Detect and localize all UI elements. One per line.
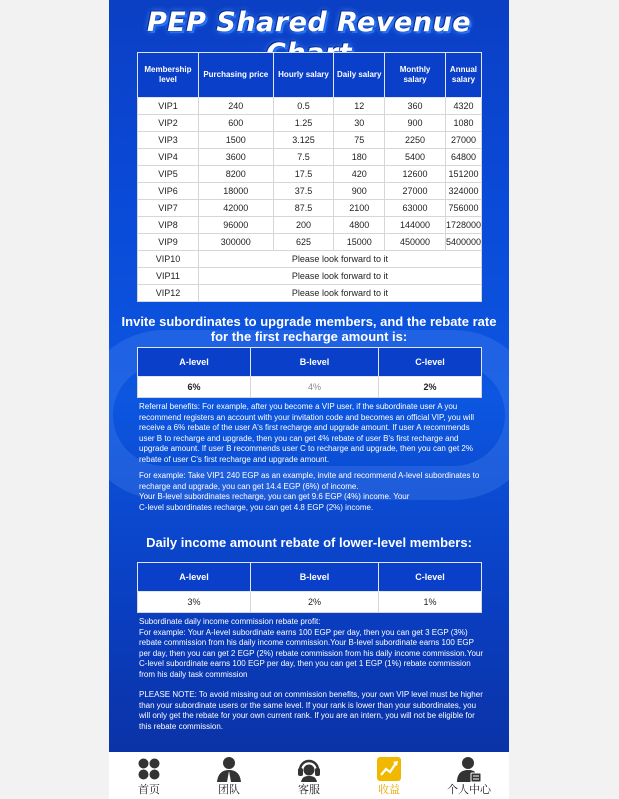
nav-team-label: 团队: [218, 784, 240, 796]
table-cell: 63000: [385, 200, 446, 217]
table-cell: 300000: [198, 234, 273, 251]
table-cell: VIP2: [138, 115, 199, 132]
invite-rebate-table: [137, 347, 482, 398]
table-row: [138, 166, 482, 183]
table-cell: VIP1: [138, 98, 199, 115]
table-cell-level: VIP12: [138, 285, 199, 302]
invite-c-level-header: C-level: [379, 348, 482, 377]
nav-service-label: 客服: [298, 784, 320, 796]
table-row: [138, 183, 482, 200]
table-cell: 360: [385, 98, 446, 115]
please-note-text: PLEASE NOTE: To avoid missing out on commission benefits, your own VIP level must be higher than your subordinate users or the same level. If your rank is lower than your subordinates, you will only get the rebate for your own current rank. If you are an intern, you will not be eligible for this rebate commission.: [139, 690, 483, 731]
table-cell: 8200: [198, 166, 273, 183]
table-cell-level: VIP11: [138, 268, 199, 285]
example-line-3: C-level subordinates recharge, you can get 4.8 EGP (2%) income.: [139, 502, 374, 512]
nav-home[interactable]: [109, 752, 189, 799]
col-hourly-salary: Hourly salary: [273, 53, 334, 98]
table-cell: 64800: [445, 149, 481, 166]
table-cell-coming-soon: Please look forward to it: [198, 268, 481, 285]
table-cell: 2100: [334, 200, 385, 217]
invite-table-value-row: [138, 377, 482, 398]
bottom-nav: [109, 752, 509, 799]
table-cell: 75: [334, 132, 385, 149]
table-cell: 900: [385, 115, 446, 132]
table-cell: 30: [334, 115, 385, 132]
example-line-1: For example: Take VIP1 240 EGP as an example, invite and recommend A-level subordinates to recharge and upgrade, you can get 14.4 EGP (6%) of income.: [139, 471, 480, 491]
profile-icon: [456, 756, 482, 782]
nav-profile-label: 个人中心: [447, 784, 491, 796]
table-cell: 7.5: [273, 149, 334, 166]
table-cell: 756000: [445, 200, 481, 217]
nav-earnings-label: 收益: [378, 784, 400, 796]
table-cell: VIP7: [138, 200, 199, 217]
table-cell: VIP5: [138, 166, 199, 183]
table-cell: 1728000: [445, 217, 481, 234]
table-cell: 96000: [198, 217, 273, 234]
profit-example-text: For example: Your A-level subordinate earns 100 EGP per day, then you can get 3 EGP (3%) rebate commission from his daily income commission.Your B-level subordinate earns 100 EGP per day, then you can get 2 EGP (2%) rebate commission from his daily income commission.Your C-level subordinate earns 100 EGP per day, then you can get 1 EGP (1%) rebate commission from his daily task commission: [139, 627, 484, 679]
table-row-future: [138, 285, 482, 302]
table-cell: 900: [334, 183, 385, 200]
table-cell: VIP9: [138, 234, 199, 251]
table-cell: 4320: [445, 98, 481, 115]
table-cell: 5400000: [445, 234, 481, 251]
profit-title: Subordinate daily income commission rebate profit:: [139, 617, 321, 626]
table-cell: 1500: [198, 132, 273, 149]
invite-a-level-header: A-level: [138, 348, 251, 377]
table-row: [138, 132, 482, 149]
table-cell: 15000: [334, 234, 385, 251]
table-cell: 200: [273, 217, 334, 234]
table-row: [138, 98, 482, 115]
table-cell: 3600: [198, 149, 273, 166]
table-cell: 4800: [334, 217, 385, 234]
team-icon: [216, 756, 242, 782]
invite-c-level-value: 2%: [379, 377, 482, 398]
vip-table-header-row: [138, 53, 482, 98]
table-cell: 3.125: [273, 132, 334, 149]
table-cell: 625: [273, 234, 334, 251]
daily-table-header-row: [138, 563, 482, 592]
table-cell: 18000: [198, 183, 273, 200]
daily-table-value-row: [138, 592, 482, 613]
nav-home-label: 首页: [138, 784, 160, 796]
table-cell: 2250: [385, 132, 446, 149]
table-cell: 420: [334, 166, 385, 183]
table-cell-level: VIP10: [138, 251, 199, 268]
table-cell-coming-soon: Please look forward to it: [198, 285, 481, 302]
table-cell: 0.5: [273, 98, 334, 115]
table-row: [138, 200, 482, 217]
table-cell: VIP6: [138, 183, 199, 200]
referral-explanation: [139, 402, 484, 513]
revenue-page: [109, 0, 509, 799]
table-cell: VIP4: [138, 149, 199, 166]
daily-rebate-table: [137, 562, 482, 613]
table-cell: VIP3: [138, 132, 199, 149]
table-cell: 12: [334, 98, 385, 115]
headset-icon: [296, 756, 322, 782]
daily-income-heading: Daily income amount rebate of lower-level members:: [146, 535, 472, 550]
table-cell: 151200: [445, 166, 481, 183]
table-cell: 5400: [385, 149, 446, 166]
table-cell: 324000: [445, 183, 481, 200]
table-row: [138, 115, 482, 132]
daily-c-level-header: C-level: [379, 563, 482, 592]
daily-c-level-value: 1%: [379, 592, 482, 613]
home-grid-icon: [136, 756, 162, 782]
vip-revenue-table: [137, 52, 482, 302]
invite-b-level-value: 4%: [251, 377, 379, 398]
table-cell: 1.25: [273, 115, 334, 132]
table-row-future: [138, 268, 482, 285]
invite-a-level-value: 6%: [138, 377, 251, 398]
earnings-chart-icon: [376, 756, 402, 782]
daily-a-level-header: A-level: [138, 563, 251, 592]
table-cell-coming-soon: Please look forward to it: [198, 251, 481, 268]
table-cell: 180: [334, 149, 385, 166]
col-monthly-salary: Monthly salary: [385, 53, 446, 98]
table-cell: 12600: [385, 166, 446, 183]
page-title: PEP Shared Revenue: [146, 7, 472, 38]
table-cell: 87.5: [273, 200, 334, 217]
table-cell: VIP8: [138, 217, 199, 234]
daily-b-level-header: B-level: [251, 563, 379, 592]
example-line-2: Your B-level subordinates recharge, you can get 9.6 EGP (4%) income. Your: [139, 492, 410, 501]
table-row: [138, 217, 482, 234]
table-row-future: [138, 251, 482, 268]
table-cell: 240: [198, 98, 273, 115]
table-cell: 27000: [385, 183, 446, 200]
col-annual-salary: Annual salary: [445, 53, 481, 98]
col-daily-salary: Daily salary: [334, 53, 385, 98]
invite-b-level-header: B-level: [251, 348, 379, 377]
daily-b-level-value: 2%: [251, 592, 379, 613]
invite-heading: Invite subordinates to upgrade members, and the rebate rate for the first recharge amount is:: [121, 314, 497, 344]
col-membership-level: Membership level: [138, 53, 199, 98]
daily-a-level-value: 3%: [138, 592, 251, 613]
nav-service[interactable]: [269, 752, 349, 799]
col-purchasing-price: Purchasing price: [198, 53, 273, 98]
table-cell: 450000: [385, 234, 446, 251]
referral-benefits-text: Referral benefits: For example, after you become a VIP user, if the subordinate user A you recommend registers an account with your invitation code and becomes an official VIP, you will receive a 6% rebate of the user A's first recharge and upgrade amount. If user A recommends user B to recharge and upgrade, then you can get 4% rebate of user B's first recharge and upgrade amount. If user B recommends user C to recharge and upgrade, then you can get 2% rebate of user C's first recharge and upgrade amount.: [139, 402, 474, 464]
table-cell: 600: [198, 115, 273, 132]
table-cell: 42000: [198, 200, 273, 217]
nav-team[interactable]: [189, 752, 269, 799]
table-cell: 1080: [445, 115, 481, 132]
nav-earnings[interactable]: [349, 752, 429, 799]
table-cell: 17.5: [273, 166, 334, 183]
table-cell: 144000: [385, 217, 446, 234]
nav-profile[interactable]: [429, 752, 509, 799]
table-row: [138, 234, 482, 251]
table-cell: 37.5: [273, 183, 334, 200]
daily-income-explanation: [139, 617, 484, 735]
table-row: [138, 149, 482, 166]
table-cell: 27000: [445, 132, 481, 149]
invite-table-header-row: [138, 348, 482, 377]
